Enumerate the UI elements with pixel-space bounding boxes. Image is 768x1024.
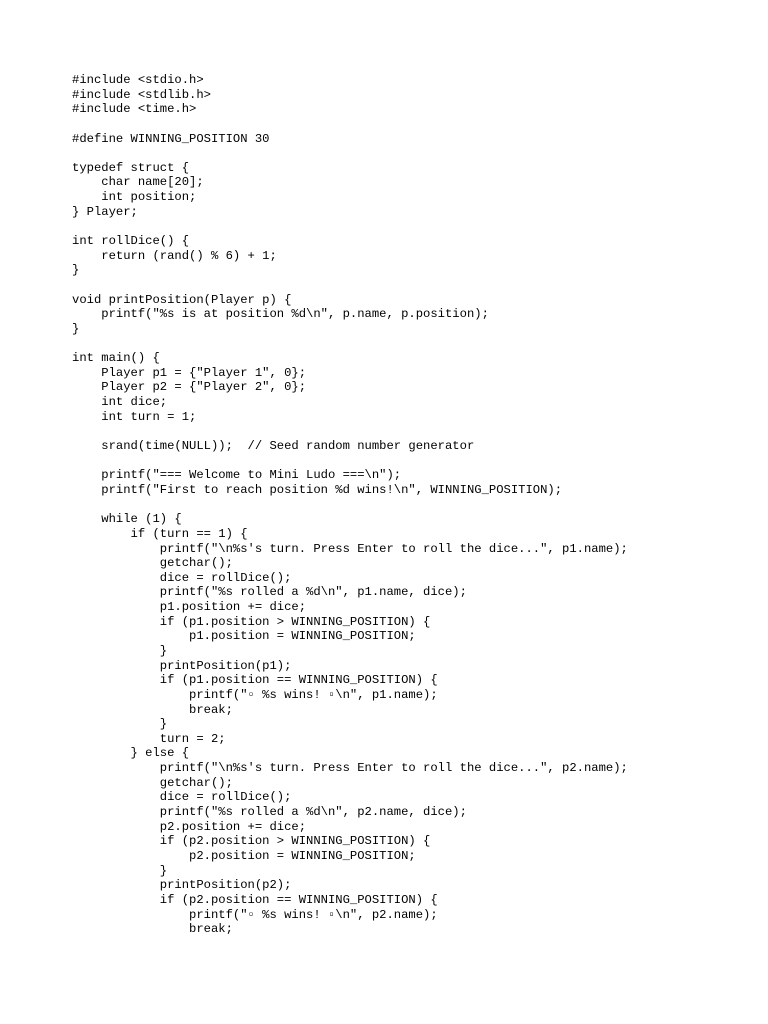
- code-line: int dice;: [72, 395, 168, 410]
- code-line: } Player;: [72, 204, 138, 219]
- code-line: [72, 337, 752, 352]
- code-line: int turn = 1;: [72, 409, 197, 424]
- code-line: printPosition(p2);: [72, 878, 292, 893]
- code-line: p1.position += dice;: [72, 600, 307, 615]
- code-line: printf("%s is at position %d\n", p.name, p.position);: [72, 307, 489, 322]
- code-line: dice = rollDice();: [72, 570, 292, 585]
- code-line: Player p1 = {"Player 1", 0};: [72, 365, 307, 380]
- code-line: [72, 454, 752, 469]
- code-line: turn = 2;: [72, 731, 226, 746]
- code-line: #define WINNING_POSITION 30: [72, 131, 270, 146]
- code-line: [72, 278, 752, 293]
- code-line: printf("%s rolled a %d\n", p1.name, dice);: [72, 585, 467, 600]
- code-line: printf("First to reach position %d wins!\n", WINNING_POSITION);: [72, 482, 563, 497]
- code-line: printf("▫ %s wins! ▫\n", p2.name);: [72, 907, 438, 922]
- code-line: printPosition(p1);: [72, 658, 292, 673]
- code-block: [72, 73, 752, 937]
- code-line: p1.position = WINNING_POSITION;: [72, 629, 416, 644]
- code-line: srand(time(NULL)); // Seed random number generator: [72, 439, 475, 454]
- code-line: }: [72, 863, 168, 878]
- code-line: [72, 424, 752, 439]
- code-line: printf("▫ %s wins! ▫\n", p1.name);: [72, 687, 438, 702]
- code-line: #include <stdlib.h>: [72, 87, 211, 102]
- code-line: #include <time.h>: [72, 102, 197, 117]
- code-line: if (p1.position == WINNING_POSITION) {: [72, 673, 438, 688]
- code-line: p2.position += dice;: [72, 819, 307, 834]
- code-line: return (rand() % 6) + 1;: [72, 248, 277, 263]
- code-line: if (p1.position > WINNING_POSITION) {: [72, 614, 431, 629]
- code-line: [72, 146, 752, 161]
- code-line: break;: [72, 922, 233, 937]
- code-line: [72, 498, 752, 513]
- code-line: dice = rollDice();: [72, 790, 292, 805]
- code-line: int main() {: [72, 351, 160, 366]
- code-line: } else {: [72, 746, 190, 761]
- code-line: p2.position = WINNING_POSITION;: [72, 848, 416, 863]
- code-line: if (p2.position > WINNING_POSITION) {: [72, 834, 431, 849]
- code-line: typedef struct {: [72, 160, 190, 175]
- code-line: if (p2.position == WINNING_POSITION) {: [72, 892, 438, 907]
- code-line: int rollDice() {: [72, 234, 190, 249]
- code-line: printf("=== Welcome to Mini Ludo ===\n");: [72, 468, 402, 483]
- code-line: [72, 117, 752, 132]
- code-line: }: [72, 717, 168, 732]
- code-line: printf("\n%s's turn. Press Enter to roll the dice...", p1.name);: [72, 541, 628, 556]
- code-line: }: [72, 263, 80, 278]
- code-line: getchar();: [72, 775, 233, 790]
- code-line: while (1) {: [72, 512, 182, 527]
- code-line: #include <stdio.h>: [72, 73, 204, 87]
- code-line: }: [72, 643, 168, 658]
- code-line: [72, 219, 752, 234]
- code-line: getchar();: [72, 556, 233, 571]
- code-line: char name[20];: [72, 175, 204, 190]
- code-line: printf("%s rolled a %d\n", p2.name, dice);: [72, 805, 467, 820]
- code-line: break;: [72, 702, 233, 717]
- code-line: if (turn == 1) {: [72, 526, 248, 541]
- code-line: printf("\n%s's turn. Press Enter to roll the dice...", p2.name);: [72, 761, 628, 776]
- code-line: }: [72, 321, 80, 336]
- code-line: int position;: [72, 190, 197, 205]
- code-line: void printPosition(Player p) {: [72, 292, 292, 307]
- code-line: Player p2 = {"Player 2", 0};: [72, 380, 307, 395]
